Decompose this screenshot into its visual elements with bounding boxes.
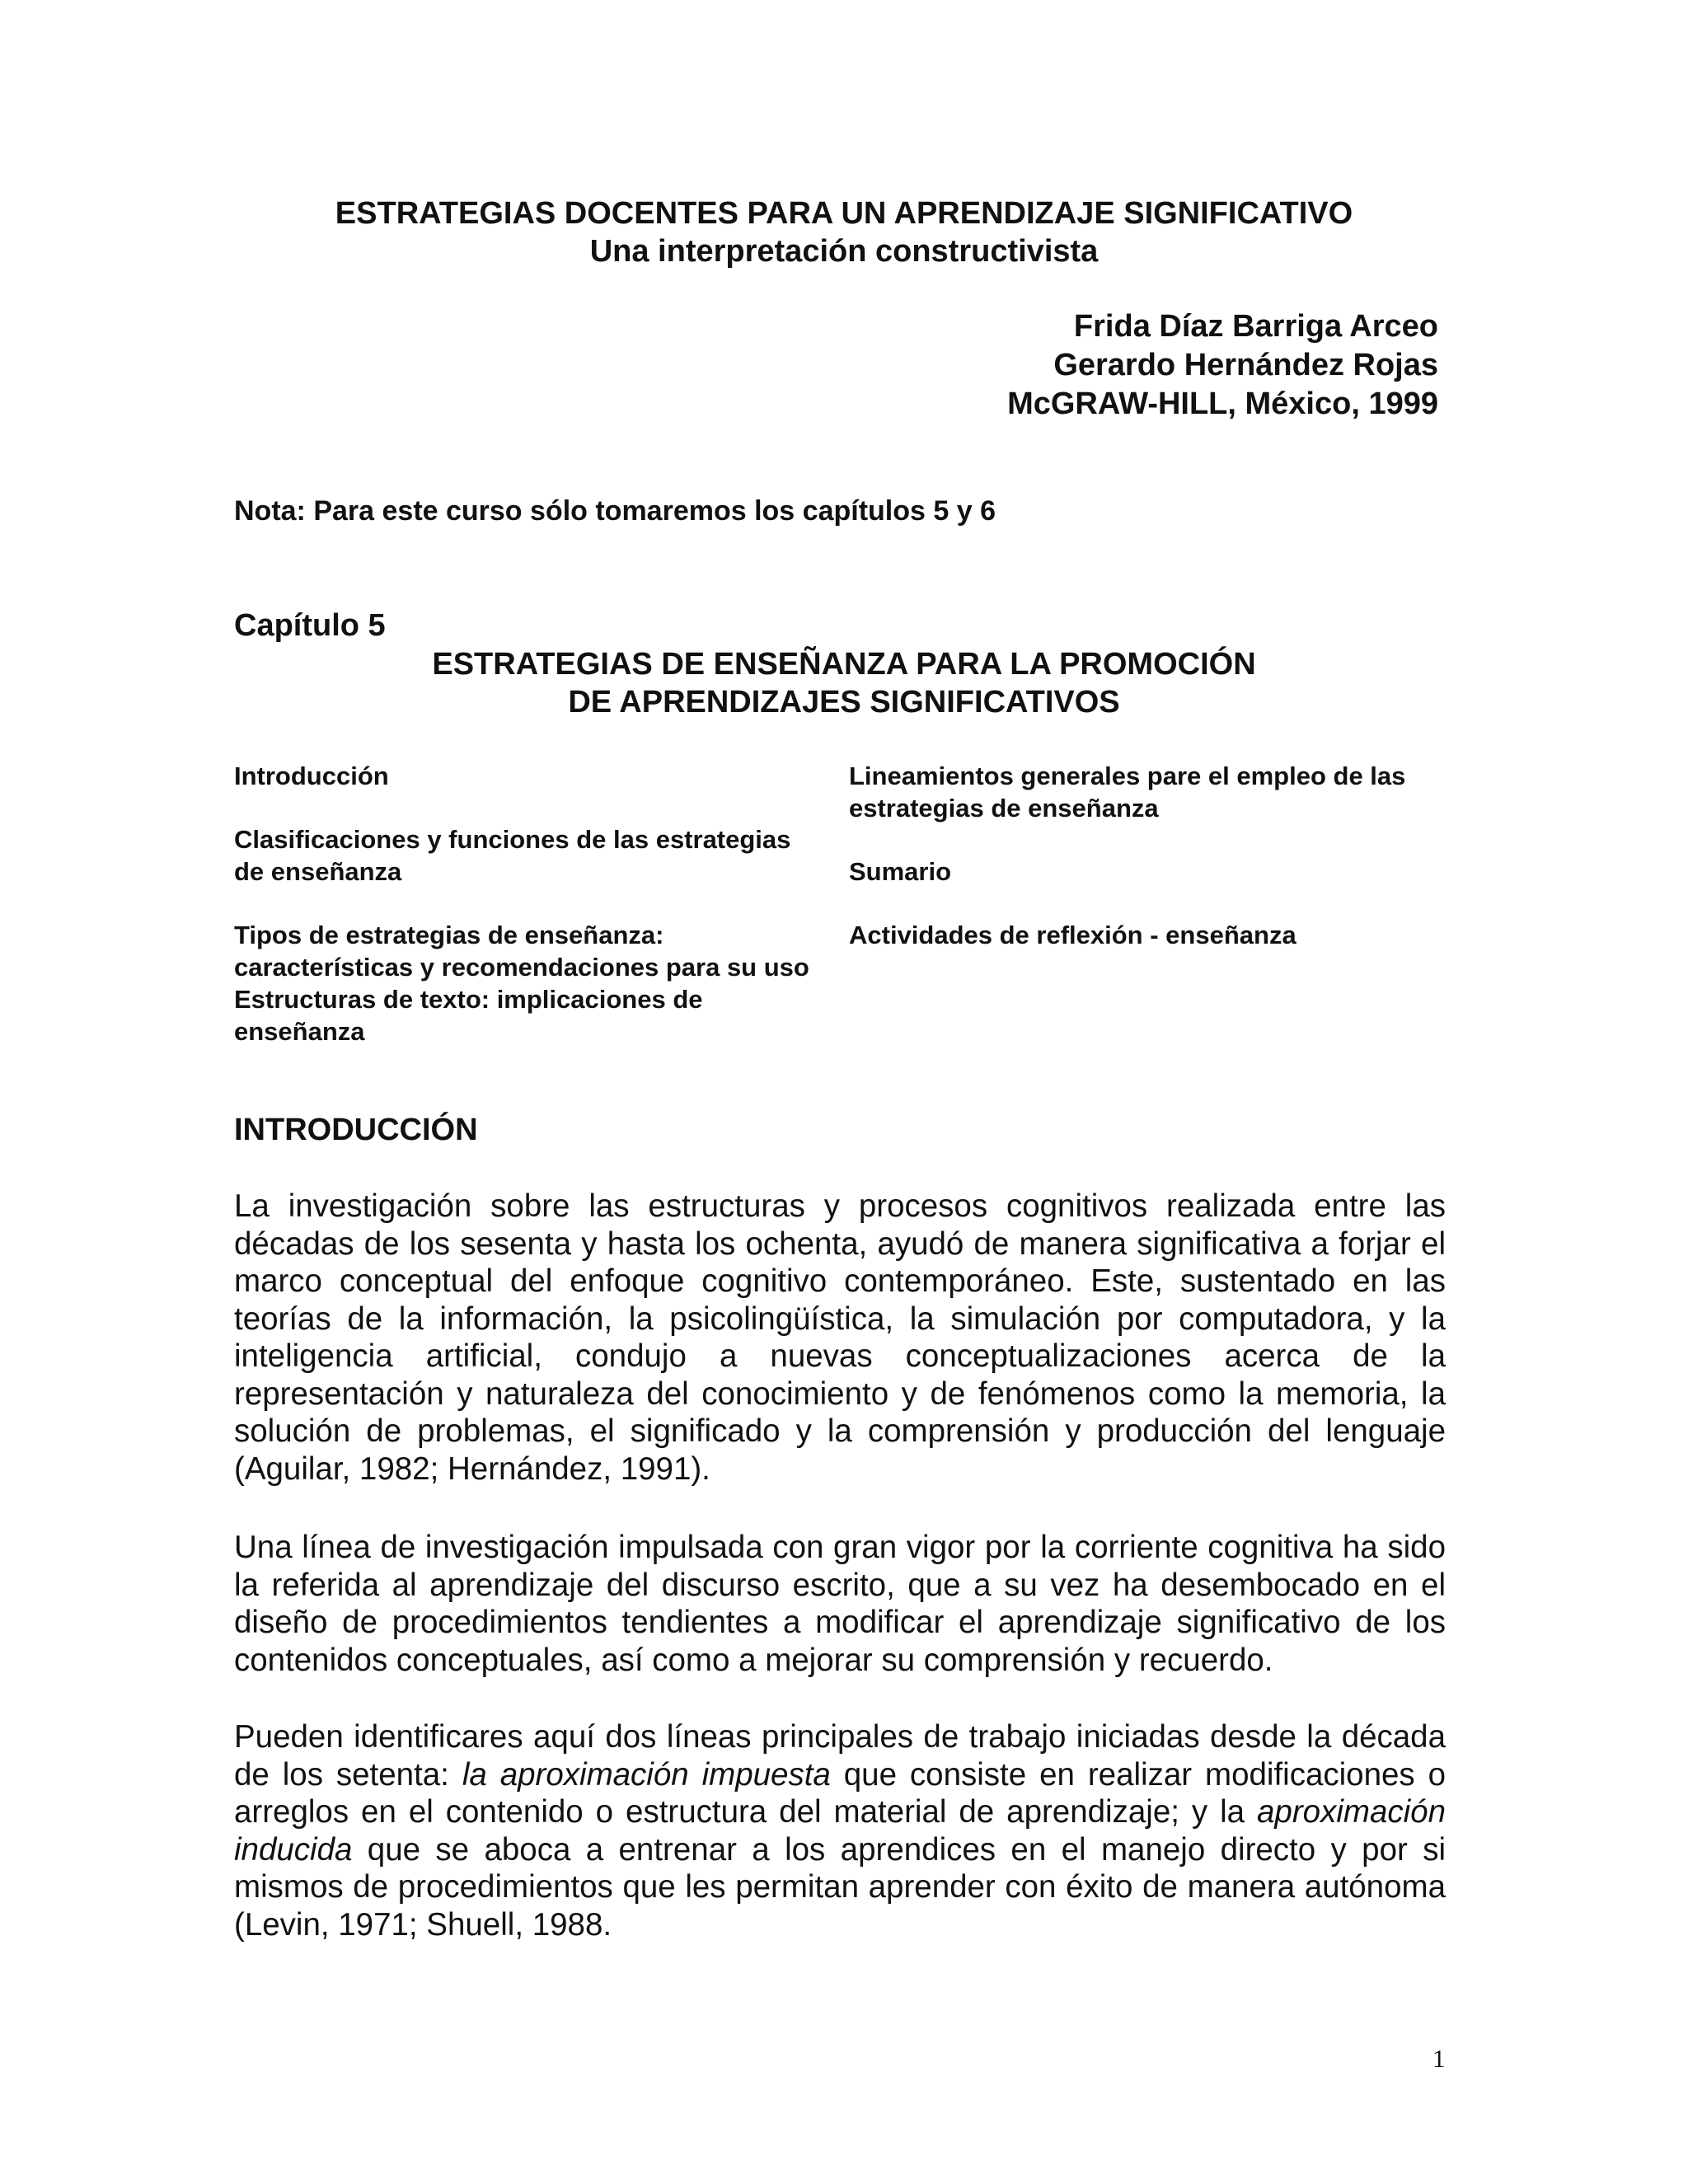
emphasis-imposed-approach: la aproximación impuesta <box>462 1756 831 1793</box>
page-number: 1 <box>1432 2044 1446 2073</box>
chapter-label: Capítulo 5 <box>234 608 386 643</box>
toc-left-column <box>234 760 828 1047</box>
paragraph-3-text-a: Pueden identificares aquí dos líneas principales de trabajo iniciadas desde la década de los setenta: <box>234 1719 1446 1793</box>
paragraph-3 <box>234 1718 1446 1943</box>
course-note: Nota: Para este curso sólo tomaremos los capítulos 5 y 6 <box>234 495 996 527</box>
document-title-block <box>0 194 1688 270</box>
chapter-title-line-2: DE APRENDIZAJES SIGNIFICATIVOS <box>568 685 1120 719</box>
section-heading: INTRODUCCIÓN <box>234 1113 478 1147</box>
chapter-title-line-1: ESTRATEGIAS DE ENSEÑANZA PARA LA PROMOCIÓN <box>432 647 1256 682</box>
toc-item: Actividades de reflexión - enseñanza <box>849 921 1296 949</box>
document-title: ESTRATEGIAS DOCENTES PARA UN APRENDIZAJE SIGNIFICATIVO <box>335 196 1353 231</box>
toc-item: Tipos de estrategias de enseñanza: características y recomendaciones para su uso <box>234 921 809 982</box>
paragraph-1: La investigación sobre las estructuras y procesos cognitivos realizada entre las décadas de los sesenta y hasta los ochenta, ayudó de manera significativa a forjar el marco conceptual del enfoque cognitivo contemporáneo. Este, sustentado en las teorías de la información, la psicolingüística, la simulación por computadora, y la inteligencia artificial, condujo a nuevas conceptualizaciones acerca de la representación y naturaleza del conocimiento y de fenómenos como la memoria, la solución de problemas, el significado y la comprensión y producción del lenguaje (Aguilar, 1982; Hernández, 1991). <box>234 1188 1446 1487</box>
publisher: McGRAW-HILL, México, 1999 <box>1007 387 1438 421</box>
toc-right-column <box>849 760 1442 951</box>
paragraph-3-text-c: que se aboca a entrenar a los aprendices en el manejo directo y por si mismos de procedimientos que les permitan aprender con éxito de manera autónoma (Levin, 1971; Shuell, 1988. <box>234 1831 1446 1943</box>
authors-block <box>1007 307 1438 424</box>
paragraph-3-text-b: que consiste en realizar modificaciones o arreglos en el contenido o estructura del material de aprendizaje; y la <box>234 1756 1446 1830</box>
toc-item: Introducción <box>234 762 389 790</box>
author-2: Gerardo Hernández Rojas <box>1053 348 1438 382</box>
toc-item: Estructuras de texto: implicaciones de enseñanza <box>234 985 703 1046</box>
document-subtitle: Una interpretación constructivista <box>589 234 1099 269</box>
chapter-title <box>0 645 1688 721</box>
toc-item: Lineamientos generales pare el empleo de las estrategias de enseñanza <box>849 762 1406 823</box>
author-1: Frida Díaz Barriga Arceo <box>1073 309 1438 344</box>
toc-item: Sumario <box>849 857 952 886</box>
paragraph-2: Una línea de investigación impulsada con gran vigor por la corriente cognitiva ha sido la referida al aprendizaje del discurso escrito, que a su vez ha desembocado en el diseño de procedimientos tendientes a modificar el aprendizaje significativo de los contenidos conceptuales, así como a mejorar su comprensión y recuerdo. <box>234 1530 1446 1678</box>
emphasis-induced-approach: aproximación inducida <box>234 1794 1446 1868</box>
toc-item: Clasificaciones y funciones de las estrategias de enseñanza <box>234 825 791 886</box>
